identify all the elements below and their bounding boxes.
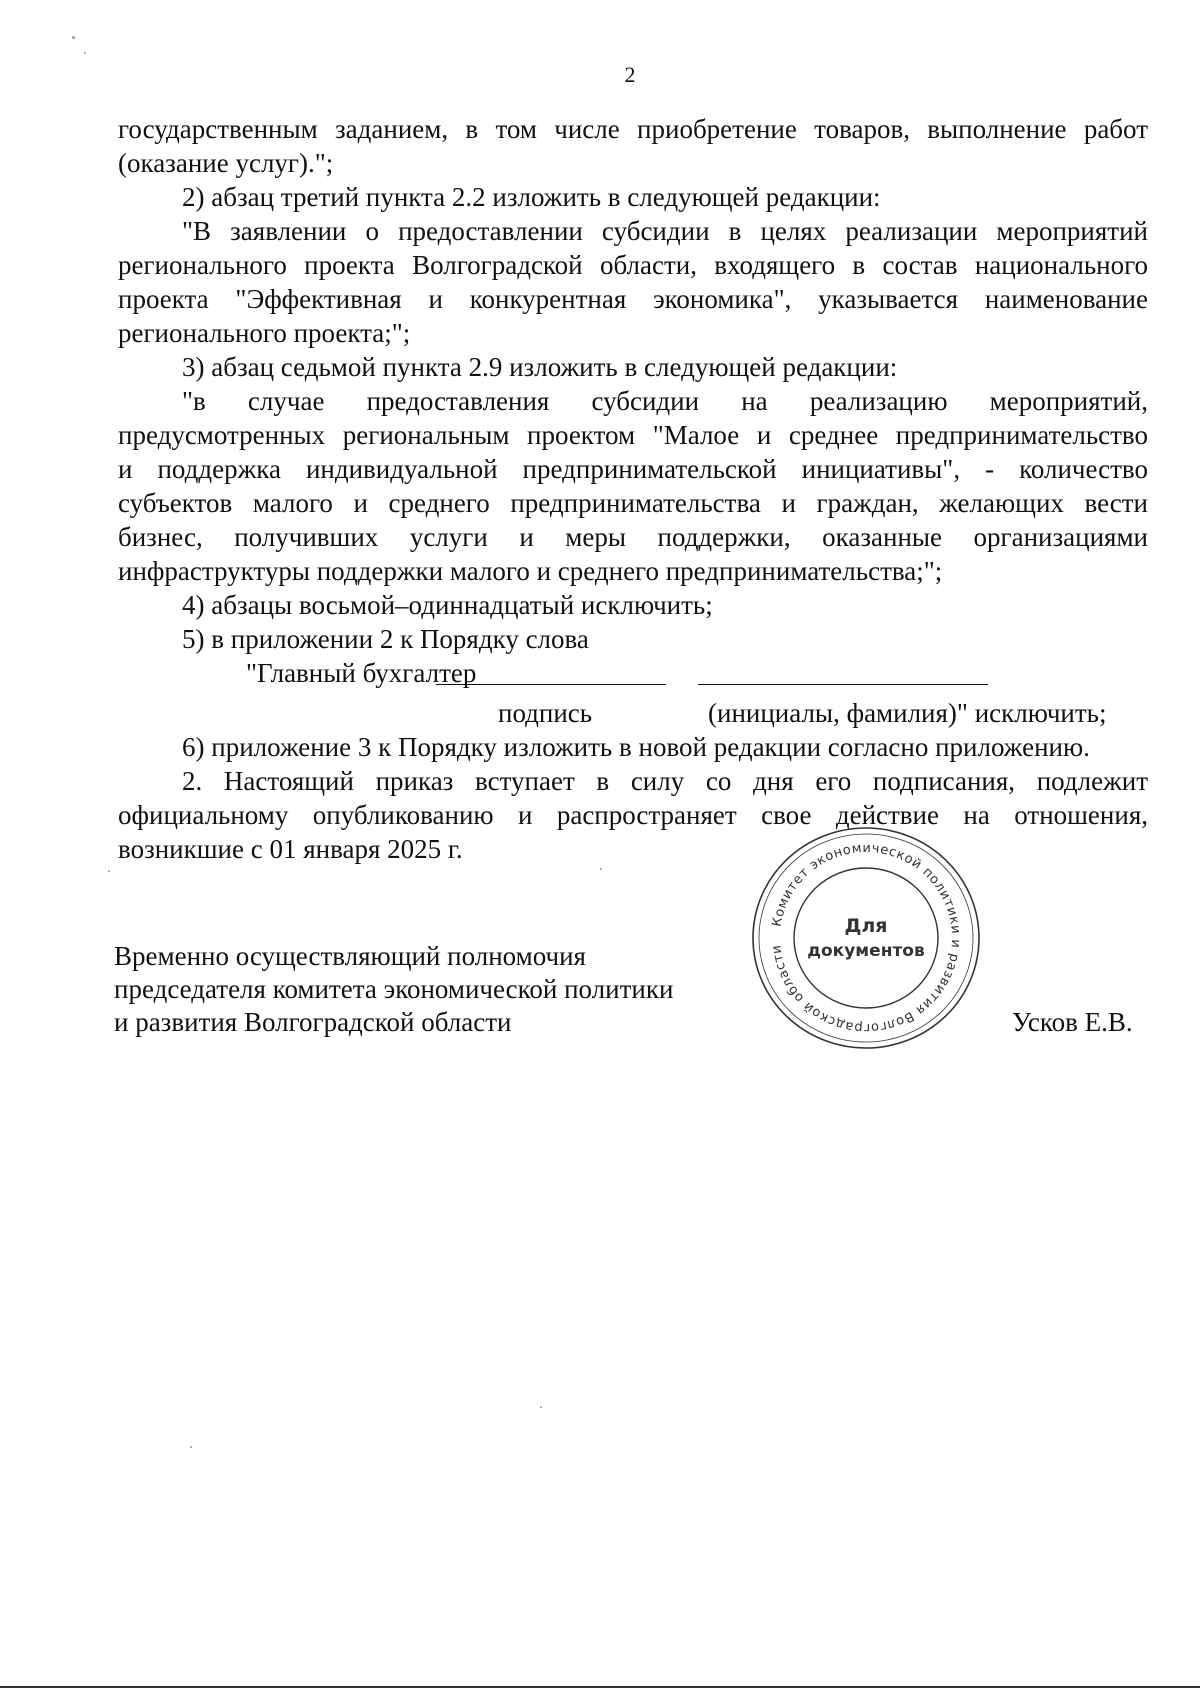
signatory-name: Усков Е.В. bbox=[1012, 1007, 1133, 1037]
official-stamp bbox=[748, 820, 984, 1056]
paragraph-clause-2 bbox=[118, 764, 1148, 866]
stamp-ring-text bbox=[769, 841, 963, 1035]
scan-speck bbox=[72, 36, 75, 39]
paragraph-quote-2-line-2: предусмотренных региональным проектом "Малое и среднее предпринимательство bbox=[118, 420, 1148, 450]
paragraph-item-4: 4) абзацы восьмой–одиннадцатый исключить; bbox=[182, 590, 713, 620]
signatory-position-line-1: Временно осуществляющий полномочия bbox=[114, 941, 586, 971]
signatory-position-line-3: и развития Волгоградской области bbox=[114, 1007, 512, 1037]
scan-speck bbox=[540, 1406, 542, 1408]
name-blank-line bbox=[698, 684, 988, 685]
paragraph-quote-1 bbox=[118, 214, 1148, 350]
signature-blank-line bbox=[436, 684, 666, 685]
paragraph-clause-2-line-1: 2. Настоящий приказ вступает в силу со дня его подписания, подлежит bbox=[182, 766, 1148, 796]
paragraph-quote-1-line-1: "В заявлении о предоставлении субсидии в целях реализации мероприятий bbox=[182, 216, 1148, 246]
paragraph-quote-2 bbox=[118, 384, 1148, 588]
paragraph-quote-2-line-3: и поддержка индивидуальной предпринимательской инициативы", - количество bbox=[118, 454, 1148, 484]
paragraph-1-line-2: (оказание услуг)."; bbox=[118, 148, 334, 178]
scan-speck bbox=[84, 52, 86, 54]
signatory-position bbox=[114, 940, 673, 1039]
signature-blank-row bbox=[118, 656, 1148, 690]
paragraph-item-3: 3) абзац седьмой пункта 2.9 изложить в следующей редакции: bbox=[182, 352, 898, 382]
paragraph-item-6: 6) приложение 3 к Порядку изложить в новой редакции согласно приложению. bbox=[182, 732, 1090, 762]
scan-speck bbox=[600, 868, 602, 870]
paragraph-clause-2-line-3: возникшие с 01 января 2025 г. bbox=[118, 834, 463, 864]
caption-signature: подпись bbox=[498, 698, 593, 728]
paragraph-clause-2-line-2: официальному опубликованию и распространяет свое действие на отношения, bbox=[118, 800, 1148, 830]
paragraph-quote-2-line-5: бизнес, получивших услуги и меры поддержки, оказанные организациями bbox=[118, 522, 1148, 552]
paragraph-item-5: 5) в приложении 2 к Порядку слова bbox=[182, 624, 589, 654]
paragraph-quote-1-line-4: регионального проекта;"; bbox=[118, 318, 411, 348]
paragraph-quote-1-line-3: проекта "Эффективная и конкурентная экономика", указывается наименование bbox=[118, 284, 1148, 314]
scan-speck bbox=[108, 870, 110, 872]
document-body bbox=[118, 112, 1148, 866]
stamp-ring-textpath: Комитет экономической политики и развития Волгоградской области bbox=[769, 840, 964, 1036]
page-number: 2 bbox=[624, 62, 636, 87]
stamp-center-line-2: документов bbox=[807, 941, 925, 961]
blank-captions-row bbox=[118, 690, 1148, 730]
paragraph-item-2: 2) абзац третий пункта 2.2 изложить в следующей редакции: bbox=[182, 182, 881, 212]
caption-initials-surname: (инициалы, фамилия)" исключить; bbox=[708, 698, 1107, 728]
paragraph-1-line-1: государственным заданием, в том числе приобретение товаров, выполнение работ bbox=[118, 114, 1148, 144]
paragraph-quote-2-line-4: субъектов малого и среднего предпринимательства и граждан, желающих вести bbox=[118, 488, 1148, 518]
scan-bottom-edge bbox=[0, 1686, 1200, 1688]
paragraph-quote-1-line-2: регионального проекта Волгоградской области, входящего в состав национального bbox=[118, 250, 1148, 280]
paragraph-quote-2-line-6: инфраструктуры поддержки малого и среднего предпринимательства;"; bbox=[118, 556, 943, 586]
paragraph-1 bbox=[118, 112, 1148, 180]
paragraph-quote-2-line-1: "в случае предоставления субсидии на реализацию мероприятий, bbox=[182, 386, 1148, 416]
stamp-center-line-1: Для bbox=[844, 915, 888, 937]
signatory-position-line-2: председателя комитета экономической политики bbox=[114, 974, 674, 1004]
chief-accountant-label: "Главный бухгалтер bbox=[246, 658, 477, 688]
scan-speck bbox=[190, 1446, 192, 1448]
